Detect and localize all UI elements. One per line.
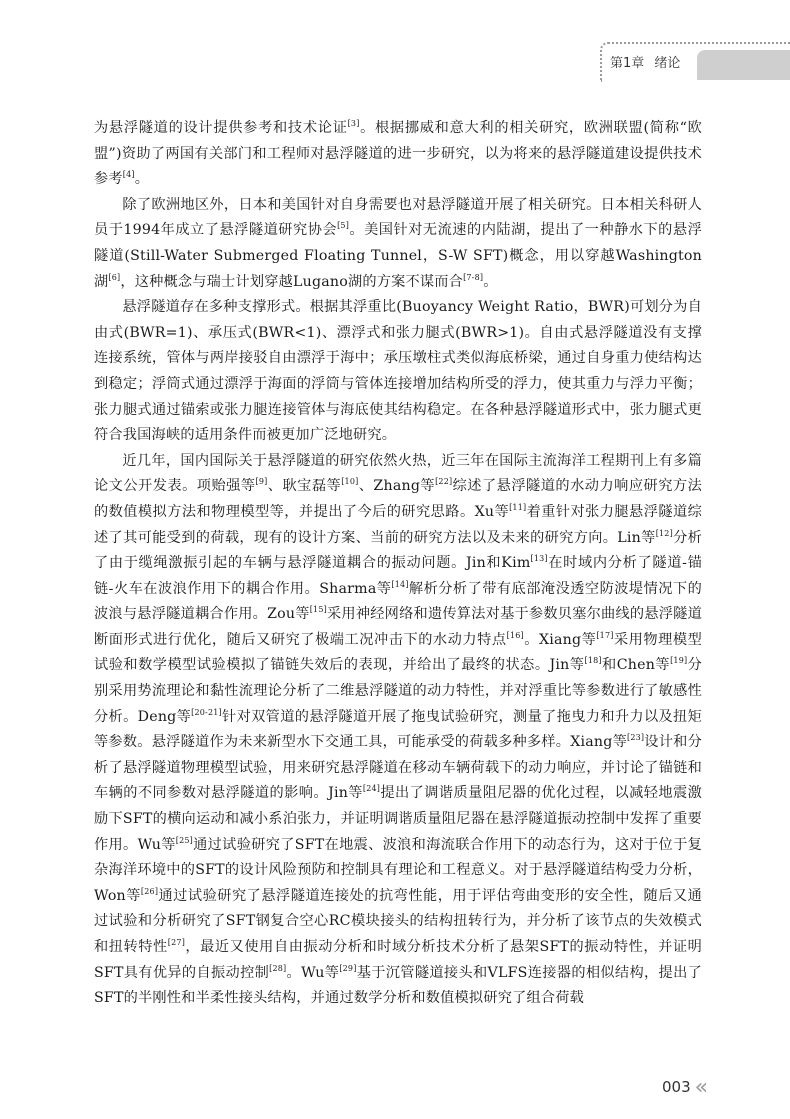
text-run: 在时域内分析了隧道-锚链-火车在波浪作用下的耦合作用。Sharma等 <box>94 555 703 597</box>
text-run: 除了欧洲地区外，日本和美国针对自身需要也对悬浮隧道开展了相关研究。日本相关科研人员于1994年成立了悬浮隧道研究协会 <box>94 196 702 239</box>
header-tab-box <box>697 50 790 80</box>
body-text <box>94 116 702 1012</box>
citation-ref: [24] <box>362 784 381 794</box>
text-run: 和Chen等 <box>601 657 671 674</box>
citation-ref: [15] <box>309 605 327 615</box>
citation-ref: [7-8] <box>463 272 484 282</box>
citation-ref: [18] <box>584 656 602 666</box>
citation-ref: [20-21] <box>191 707 222 717</box>
paragraph <box>94 449 702 1012</box>
paragraph <box>94 295 702 449</box>
citation-ref: [17] <box>596 630 614 640</box>
chapter-title: 绪论 <box>654 56 681 71</box>
text-run: 采用物理模型试验和数学模型试验模拟了锚链失效后的表现，并给出了最终的状态。Jin等 <box>94 631 703 674</box>
citation-ref: [23] <box>627 733 645 743</box>
text-run: 分别采用势流理论和黏性流理论分析了二维悬浮隧道的动力特性，并对浮重比等参数进行了敏感性分析。Deng等 <box>94 657 703 725</box>
chapter-label: 第1章 <box>610 56 645 71</box>
text-run: 。 <box>483 273 498 290</box>
text-run: 、Zhang等 <box>358 478 436 495</box>
text-run: 。Xiang等 <box>523 631 597 648</box>
running-header <box>610 52 686 71</box>
citation-ref: [14] <box>391 579 409 589</box>
paragraph <box>94 116 702 193</box>
text-run: 。美国针对无流速的内陆湖，提出了一种静水下的悬浮隧道(Still-Water Submerged Floating Tunnel，S-W SFT)概念，用以穿越Washington湖 <box>94 222 702 290</box>
text-run: 。Wu等 <box>286 964 340 981</box>
citation-ref: [27] <box>167 938 186 947</box>
citation-ref: [4] <box>122 170 135 180</box>
citation-ref: [3] <box>347 119 360 128</box>
citation-ref: [22] <box>435 477 453 487</box>
text-run: 综述了悬浮隧道的水动力响应研究方法的数值模拟方法和物理模型等，并提出了今后的研究思路。Xu等 <box>94 478 702 520</box>
text-run: 提出了调谐质量阻尼器的优化过程，以减轻地震激励下SFT的横向运动和减小系泊张力，并证明调谐质量阻尼器在悬浮隧道振动控制中发挥了重要作用。Wu等 <box>94 785 702 853</box>
citation-ref: [25] <box>175 835 193 845</box>
text-run: 。根据挪威和意大利的相关研究，欧洲联盟(简称“欧盟”)资助了两国有关部门和工程师对悬浮隧道的进一步研究，以为将来的悬浮隧道建设提供技术参考 <box>94 120 702 188</box>
paragraph <box>94 193 702 295</box>
citation-ref: [28] <box>269 963 287 973</box>
citation-ref: [26] <box>140 886 159 896</box>
citation-ref: [12] <box>655 528 673 538</box>
citation-ref: [19] <box>670 656 688 666</box>
citation-ref: [13] <box>530 554 548 564</box>
text-run: 设计和分析了悬浮隧道物理模型试验，用来研究悬浮隧道在移动车辆荷载下的动力响应，并讨论了锚链和车辆的不同参数对悬浮隧道的影响。Jin等 <box>94 734 702 802</box>
text-run: 解析分析了带有底部淹没透空防波堤情况下的波浪与悬浮隧道耦合作用。Zou等 <box>94 580 702 623</box>
citation-ref: [6] <box>108 272 121 282</box>
citation-ref: [10] <box>341 477 359 487</box>
text-run: ，这种概念与瑞士计划穿越Lugano湖的方案不谋而合 <box>120 273 464 290</box>
citation-ref: [5] <box>337 221 350 231</box>
text-run: 、耿宝磊等 <box>267 478 342 495</box>
text-run: 通过试验研究了SFT在地震、波浪和海流联合作用下的动态行为，这对于位于复杂海洋环境中的SFT的设计风险预防和控制具有理论和工程意义。对于悬浮隧道结构受力分析，Won等 <box>94 836 702 904</box>
citation-ref: [29] <box>339 963 357 973</box>
text-run: 为悬浮隧道的设计提供参考和技术论证 <box>94 120 348 136</box>
citation-ref: [16] <box>506 630 524 640</box>
page-footer <box>662 1075 708 1100</box>
text-run: 分析了由于缆绳激振引起的车辆与悬浮隧道耦合的振动问题。Jin和Kim <box>94 529 702 572</box>
text-run: 基于沉管隧道接头和VLFS连接器的相似结构，提出了SFT的半刚性和半柔性接头结构，并通过数学分析和数值模拟研究了组合荷载 <box>94 964 702 1007</box>
text-run: 悬浮隧道存在多种支撑形式。根据其浮重比(Buoyancy Weight Ratio，BWR)可划分为自由式(BWR=1)、承压式(BWR<1)、漂浮式和张力腿式(BWR>1)。自由式悬浮隧道没有支撑连接系统，管体与两岸接驳自由漂浮于海中；承压墩柱式类似海底桥梁，通过自身重力使结构达到稳定；浮筒式通过漂浮于海面的浮筒与管体连接增加结构所受的浮力，使其重力与浮力平衡；张力腿式通过锚索或张力腿连接管体与海底使其结构稳定。在各种悬浮隧道形式中，张力腿式更符合我国海峡的适用条件而被更加广泛地研究。 <box>94 299 702 444</box>
text-run: 。 <box>134 171 150 188</box>
text-run: 着重针对张力腿悬浮隧道综述了其可能受到的荷载，现有的设计方案、当前的研究方法以及未来的研究方向。Lin等 <box>94 503 702 546</box>
text-run: 通过试验研究了悬浮隧道连接处的抗弯性能，用于评估弯曲变形的安全性，随后又通过试验和分析研究了SFT钢复合空心RC模块接头的结构扭转行为，并分析了该节点的失效模式和扭转特性 <box>94 887 702 955</box>
text-run: 采用神经网络和遗传算法对基于参数贝塞尔曲线的悬浮隧道断面形式进行优化，随后又研究了极端工况冲击下的水动力特点 <box>94 606 702 648</box>
citation-ref: [11] <box>509 502 527 512</box>
text-run: ，最近又使用自由振动分析和时域分析技术分析了悬架SFT的振动特性，并证明SFT具有优异的自振动控制 <box>94 939 702 981</box>
text-run: 近几年，国内国际关于悬浮隧道的研究依然火热，近三年在国际主流海洋工程期刊上有多篇论文公开发表。项贻强等 <box>94 452 702 495</box>
double-chevron-icon: « <box>694 1075 709 1100</box>
text-run: 针对双管道的悬浮隧道开展了拖曳试验研究，测量了拖曳力和升力以及扭矩等参数。悬浮隧道作为未来新型水下交通工具，可能承受的荷载多种多样。Xiang等 <box>94 708 702 751</box>
citation-ref: [9] <box>255 477 268 487</box>
page-number: 003 <box>662 1078 691 1096</box>
